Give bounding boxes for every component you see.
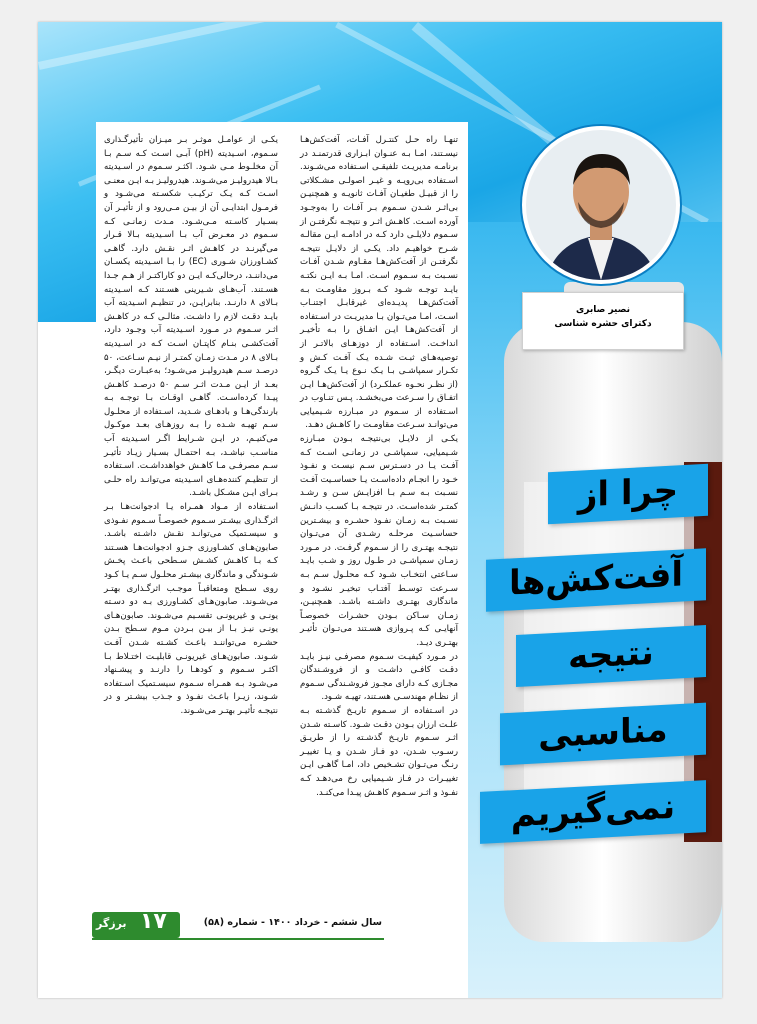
pesticide-bottle-image [484,282,722,942]
article-column-right: تنهـا راه حـل کنتـرل آفـات، آفت‌کش‌هـا نیسـتند، امـا بـه عنـوان ابـزاری قدرتمنـد در برنامـه مدیریـت تلفیقـی اسـتفاده می‌شـوند. اسـتفاده بی‌رویـه و غیـر اصولـی مشـکلاتی را از قبیـل طغیـان آفـات ثانویـه و همچنیـن بی‌اثـر شـدن سـموم بـر آفـات را به‌وجـود آورده اسـت. کاهـش اثـر و نتیجـه نگرفتـن از سـموم دلایلـی دارد کـه در ادامـه ایـن مقالـه شـرح خواهیـم داد. یکـی از دلایـل نتیجـه نگرفتـن از آفت‌کش‌هـا مقـاوم شـدن آفـات نسـبت بـه سـموم اسـت. امـا بـه ایـن نکتـه بایـد توجـه شـود کـه بـروز مقاومـت بـه آفت‌کش‌هـا پدیـده‌ای غیرقابـل اجتنـاب اسـت، امـا می‌تـوان بـا مدیریـت در اسـتفاده از آفت‌کش‌هـا ایـن اتفـاق را بـه تأخیـر انداخـت. اسـتفاده از دوزهـای بالاتـر از توصیه‌هـای ثبـت شـده یـک آفـت کـش و تکـرار سمپاشـی بـا یـک نـوع یـا یـک گـروه (از نظـر نحـوه عملکـرد) از آفت‌کش‌هـا ایـن اتفـاق را سـرعت می‌بخشـد. پـس تنـاوب در اسـتفاده از سـموم در مبـارزه شـیمیایی می‌توانـد سـرعت مقاومـت را کاهـش دهـد. یکـی از دلایـل بی‌نتیجـه بـودن مبـارزه شـیمیایی، سمپاشـی در زمانـی اسـت کـه آفـت یـا در دسـترس سـم نیسـت و نفـوذ خـود را انجـام داده‌اسـت یـا حساسـیت آفـت نسـبت بـه سـم بـا افزایـش سـن و رشـد کمتـر شده‌اسـت. در نتیجـه بـا کسـب دانـش نسـبت بـه زمـان نفـوذ حشـره و بیشـترین حساسـیت مرحلـه رشـدی آن می‌تـوان نتیجـه بهتـری را از سـموم گرفـت. در مـورد زمـان سمپاشـی در طـول روز و شـب بایـد سـاعتی انتخـاب شـود کـه محلـول سـم بـه سـرعت توسـط آفتـاب تبخیـر نشـود و ماندگاری بهتـری داشـته باشـد. همچنیـن، زمـان سـاکن بـودن حشـرات خصوصـاً آنهایـی کـه پـروازی هسـتند می‌تـوان تأثیـر بهتـری دیـد. در مـورد کیفیـت سـموم مصرفـی نیـز بایـد دقـت کافـی داشـت و از فروشـندگان مجـازی کـه دارای مجـوز فروشـندگی سـموم از نظـام مهندسـی هسـتند، تهیـه شـود. در اسـتفاده از سـموم تاریـخ گذشـته بـه علـت ارزان بـودن دقـت شـود. کاسـته شـدن اثـر سـموم تاریـخ گذشـته را از طریـق رسـوب شـدن، دو فـاز شـدن و یـا تغییـر رنـگ می‌تـوان تشـخیص داد، امـا گاهـی ایـن تغییـرات در فـاز شـیمیایی رخ می‌دهـد کـه نفـوذ و اثـر سـموم کاهـش پیـدا می‌کنـد. [300,135,458,798]
page-number: ۱۷ [140,909,167,934]
issue-info: سال ششم - خرداد ۱۴۰۰ - شماره (۵۸) [203,917,382,928]
magazine-logo [92,909,180,938]
author-title: دکترای حشره شناسی [554,319,652,329]
headline-line-1: چرا از [548,464,708,524]
headline-line-3: نتیجه [516,625,706,687]
headline-line-2: آفت‌کش‌ها [486,548,706,612]
author-caption-box [522,292,684,350]
article-column-left: یکـی از عوامـل موثـر بـر میـزان تأثیرگـذاری سـموم، اسـیدیته (pH) آبـی اسـت کـه سـم بـا آن مخلـوط مـی شـود. اکثـر سـموم در اسـیدیته بـالا هیدرولیـز می‌شـوند. هیدرولیـز بـه ایـن معنـی اسـت کـه یـک ترکیـب شکسـته می‌شـود و فرمـول ابتدایـی آن از بیـن مـی‌رود و از تأثیـر آن بسـیار کاسـته مـی‌شـود. مـدت زمانـی کـه سـموم در معـرض آب بـا اسـیدیته بـالا قـرار می‌گیرنـد در کاهـش اثـر نقـش دارد. گاهـی کشـاورزان شـوری (EC) را بـا اسـیدیته یکسـان می‌داننـد، درحالی‌کـه ایـن دو کاراکتـر از هـم جـدا هسـتند. آب‌هـای شـیرینی هسـتند کـه اسـیدیته بـالای ۸ دارنـد. بنابرایـن، در تنظیـم اسـیدیته آب بایـد دقـت لازم را داشـت. مثالـی کـه در کاهـش اثـر سـموم در مـورد اسـیدیته آب وجـود دارد، آفت‌کشـی بنـام کاپتـان اسـت کـه در اسـیدیته بـالای ۸ در مـدت زمـان کمتـر از نیـم سـاعت، ۵۰ درصـد سـم هیدرولیـز می‌شـود؛ به‌عبـارت دیگـر، بعـد از ایـن مـدت اثـر سـم ۵۰ درصـد کاهـش پیـدا کرده‌اسـت. گاهـی اوقـات بـا توجـه بـه بارندگی‌هـا و بادهـای شـدید، اسـتفاده از محلـول سـم تهیـه شـده را بـه روزهـای بعـد موکـول می‌کنیـم، در ایـن شـرایط اگـر اسـیدیته آب مناسـب نباشـد، بـه احتمـال بسـیار زیـاد تأثیـر سـم مصرفـی مـا کاهـش خواهدداشـت. اسـتفاده از تنظیـم کننده‌هـای اسـیدیته می‌توانـد راه حلـی بـرای ایـن مشـکل باشـد. اسـتفاده از مـواد همـراه یـا ادجوانت‌هـا بـر اثرگـذاری بیشـتر سـموم خصوصـاً سـموم نفـوذی و سیسـتمیک می‌توانـد نقـش داشـته باشـد. صابون‌هـای کشـاورزی جـزو ادجوانت‌هـا هسـتند کـه بـا کاهـش کشـش سـطحی باعـث پخـش شـوندگی و ماندگاری بیشـتر محلـول سـم یـا کـود روی سـطح ومتعاقبـاً موجـب اثرگـذاری بهتـر می‌شـوند. صابون‌هـای کشـاورزی بـه دو دسـته یونـی و غیریونـی تقسـیم می‌شـوند. صابون‌هـای یونـی نیـز بـا از بیـن بـردن مـوم سـطح بـدن حشـره می‌تواننـد باعـث کشـته شـدن آفـت شـوند. صابون‌هـای غیریونـی قابلیـت اختـلاط بـا اکثـر سـموم و کودهـا را دارنـد و پیشـنهاد می‌شـود بـه همـراه سـموم سیسـتمیک اسـتفاده شـوند، زیـرا باعـث نفـوذ و جـذب بیشـتر و در نتیجـه تأثیـر بهتـر می‌شـوند. [104,135,278,716]
page-footer [92,909,382,938]
headline-line-4: مناسبی [500,703,706,766]
headline-line-5: نمی‌گیریم [480,780,706,844]
magazine-brand: برزگر [96,917,127,930]
author-name: نصیر صابری [576,305,630,315]
magazine-page [38,22,722,998]
author-photo [522,126,680,284]
footer-divider [92,938,384,940]
